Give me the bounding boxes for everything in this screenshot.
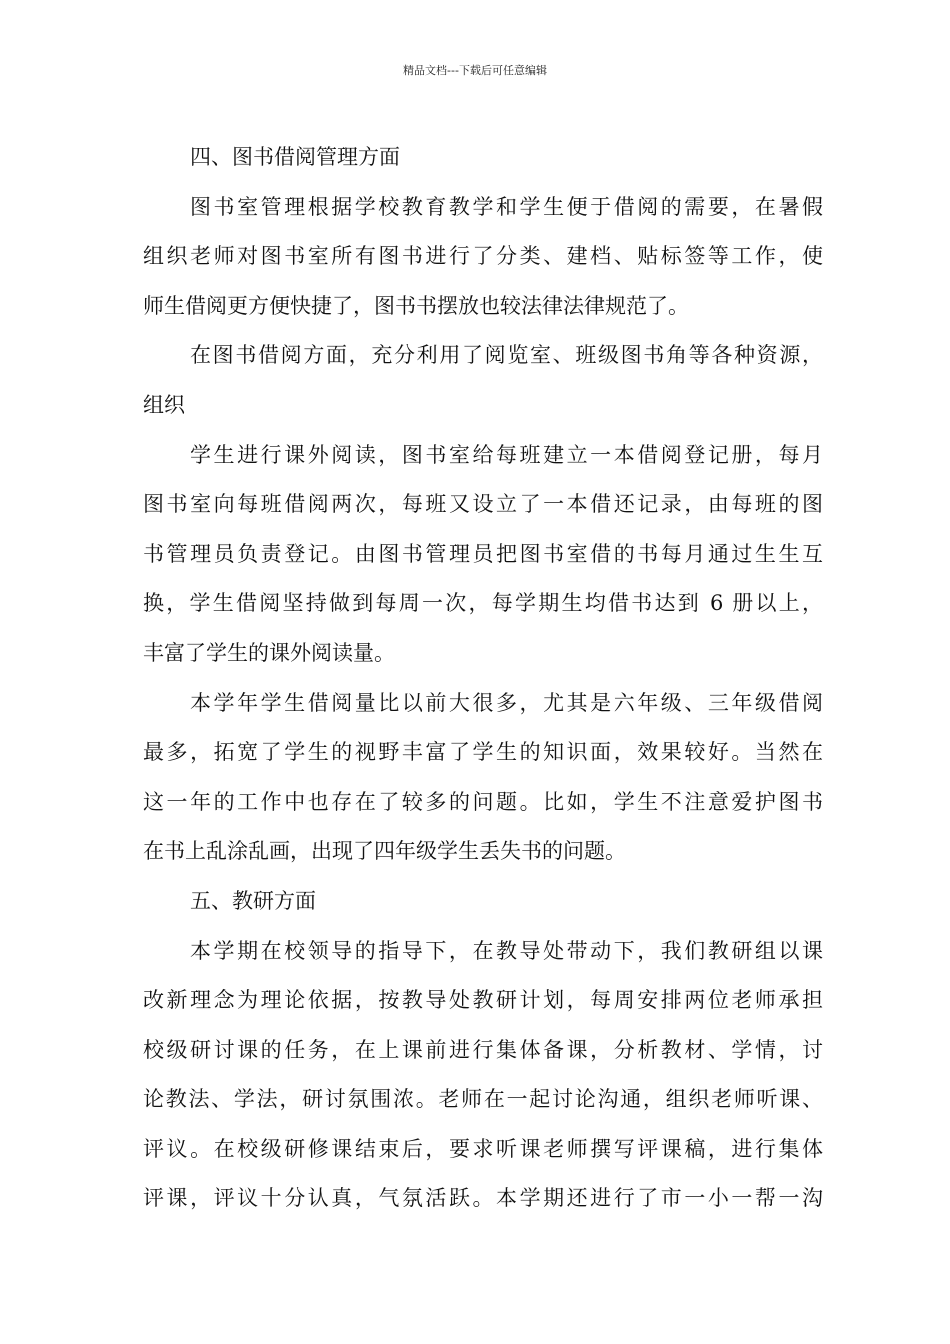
paragraph-line: 在图书借阅方面，充分利用了阅览室、班级图书角等各种资源， — [190, 343, 823, 368]
paragraph-line: 丰富了学生的课外阅读量。 — [143, 640, 395, 665]
paragraph-line: 师生借阅更方便快捷了，图书书摆放也较法律法律规范了。 — [143, 293, 689, 318]
paragraph-line: 在书上乱涂乱画，出现了四年级学生丢失书的问题。 — [143, 839, 626, 864]
paragraph-line: 图书室向每班借阅两次，每班又设立了一本借还记录，由每班的图 — [143, 492, 823, 517]
paragraph-line: 书管理员负责登记。由图书管理员把图书室借的书每月通过生生互 — [143, 541, 823, 566]
paragraph-line: 最多，拓宽了学生的视野丰富了学生的知识面，效果较好。当然在 — [143, 740, 823, 765]
paragraph-line: 论教法、学法，研讨氛围浓。老师在一起讨论沟通，组织老师听课、 — [143, 1087, 823, 1112]
paragraph-line: 校级研讨课的任务，在上课前进行集体备课，分析教材、学情，讨 — [143, 1037, 823, 1062]
paragraph-line: 图书室管理根据学校教育教学和学生便于借阅的需要，在暑假 — [190, 194, 823, 219]
document-body — [143, 133, 823, 1224]
paragraph-line: 评课，评议十分认真，气氛活跃。本学期还进行了市一小一帮一沟 — [143, 1186, 823, 1211]
paragraph-line: 本学年学生借阅量比以前大很多，尤其是六年级、三年级借阅 — [190, 690, 823, 715]
paragraph-line: 组织老师对图书室所有图书进行了分类、建档、贴标签等工作，使 — [143, 244, 823, 269]
section-heading-4: 四、图书借阅管理方面 — [190, 145, 400, 169]
paragraph-line: 学生进行课外阅读，图书室给每班建立一本借阅登记册，每月 — [190, 442, 823, 467]
paragraph-line: 这一年的工作中也存在了较多的问题。比如，学生不注意爱护图书 — [143, 789, 823, 814]
paragraph-line: 组织 — [143, 392, 185, 417]
page-header: 精品文档---下载后可任意编辑 — [403, 64, 547, 77]
paragraph-line: 换，学生借阅坚持做到每周一次，每学期生均借书达到 6 册以上， — [143, 591, 823, 616]
paragraph-line: 本学期在校领导的指导下，在教导处带动下，我们教研组以课 — [190, 938, 823, 963]
paragraph-line: 评议。在校级研修课结束后，要求听课老师撰写评课稿，进行集体 — [143, 1136, 823, 1161]
paragraph-line: 改新理念为理论依据，按教导处教研计划，每周安排两位老师承担 — [143, 988, 823, 1013]
section-heading-5: 五、教研方面 — [190, 888, 316, 913]
